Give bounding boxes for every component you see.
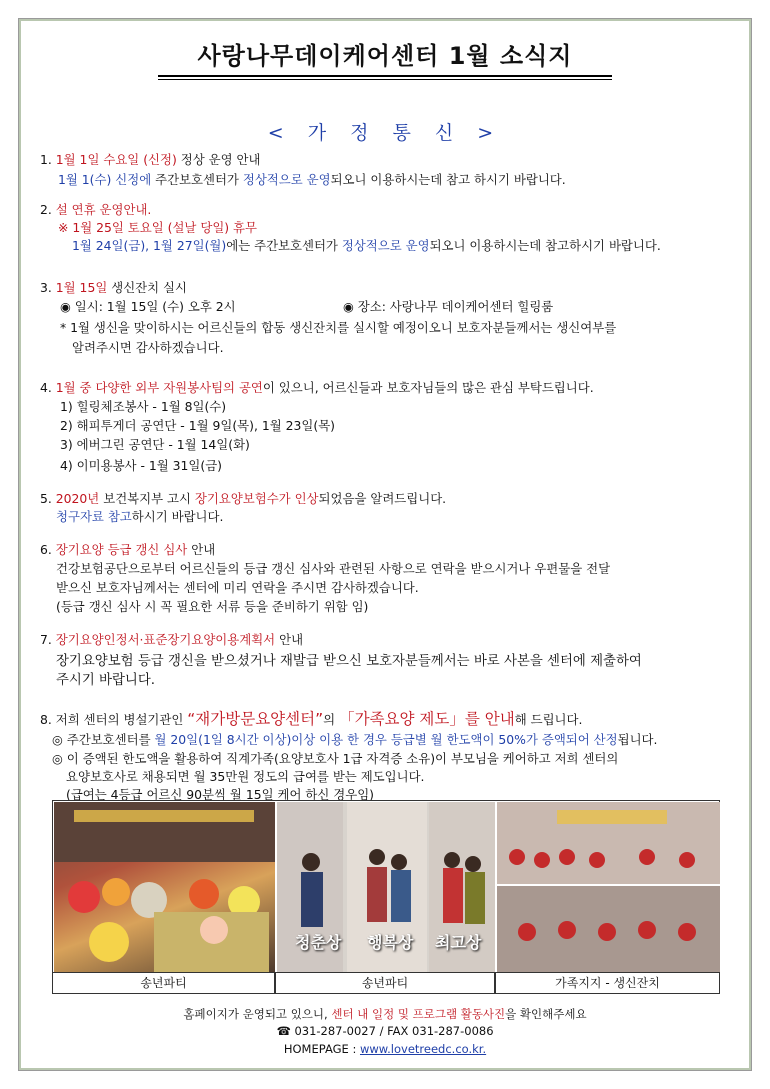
- item-4-list-item: 3) 에버그린 공연단 - 1월 14일(화): [60, 437, 250, 452]
- award-label: 행복상: [367, 933, 414, 952]
- photo-family-birthday: [497, 802, 720, 972]
- photo-caption: 가족지지 - 생신잔치: [495, 972, 720, 994]
- item-3-place: ◉ 장소: 사랑나무 데이케어센터 힐링룸: [343, 299, 554, 314]
- footer-contact: ☎ 031-287-0027 / FAX 031-287-0086: [276, 1024, 494, 1038]
- item-6-heading: 6. 장기요양 등급 갱신 심사 안내: [40, 542, 216, 557]
- award-label: 최고상: [435, 933, 482, 952]
- item-2-closed-notice: ※ 1월 25일 토요일 (설날 당일) 휴무: [58, 220, 257, 235]
- item-7-heading: 7. 장기요양인정서·표준장기요양이용계획서 안내: [40, 632, 304, 647]
- item-8-point-2-cont: 요양보호사로 채용되면 월 35만원 정도의 급여를 받는 제도입니다.: [66, 769, 425, 784]
- item-8-point-1: ◎ 주간보호센터를 월 20일(1일 8시간 이상)이상 이용 한 경우 등급별 월 한도액이 50%가 증액되어 산정됩니다.: [52, 732, 658, 747]
- item-4-list-item: 4) 이미용봉사 - 1월 31일(금): [60, 458, 223, 473]
- item-4-list-item: 1) 힐링체조봉사 - 1월 8일(수): [60, 399, 227, 414]
- item-8-point-2: ◎ 이 증액된 한도액을 활용하여 직계가족(요양보호사 1급 자격증 소유)이 부모님을 케어하고 저희 센터의: [52, 751, 619, 766]
- item-2-body: 1월 24일(금), 1월 27일(월)에는 주간보호센터가 정상적으로 운영되오니 이용하시는데 참고하시기 바랍니다.: [72, 238, 661, 253]
- item-4-list-item: 2) 해피투게더 공연단 - 1월 9일(목), 1월 23일(목): [60, 418, 336, 433]
- section-heading: < 가 정 통 신 >: [267, 122, 503, 144]
- photo-collage: [52, 800, 720, 994]
- item-3-heading: 3. 1월 15일 생신잔치 실시: [40, 280, 187, 295]
- item-1-heading: 1. 1월 1일 수요일 (신정) 정상 운영 안내: [40, 152, 261, 167]
- item-4-heading: 4. 1월 중 다양한 외부 자원봉사팀의 공연이 있으니, 어르신들과 보호자님들의 많은 관심 부탁드립니다.: [40, 380, 594, 395]
- photo-year-end-party-1: [54, 802, 275, 972]
- page-title: 사랑나무데이케어센터 1월 소식지: [197, 42, 573, 70]
- item-8-note: (급여는 4등급 어르신 90분씩 월 15일 케어 하신 경우임): [66, 787, 375, 802]
- item-2-heading: 2. 설 연휴 운영안내.: [40, 202, 152, 217]
- item-7-body: 장기요양보험 등급 갱신을 받으셨거나 재발급 받으신 보호자분들께서는 바로 사본을 센터에 제출하여: [56, 654, 642, 669]
- footer-homepage-notice: 홈페이지가 운영되고 있으니, 센터 내 일정 및 프로그램 활동사진을 확인해주세요: [183, 1007, 587, 1021]
- item-3-date: ◉ 일시: 1월 15일 (수) 오후 2시: [60, 299, 236, 314]
- item-3-note: * 1월 생신을 맞이하시는 어르신들의 합동 생신잔치를 실시할 예정이오니 보호자분들께서는 생신여부를: [60, 320, 617, 335]
- item-1-body: 1월 1(수) 신정에 주간보호센터가 정상적으로 운영되오니 이용하시는데 참고 하시기 바랍니다.: [58, 172, 566, 187]
- photo-year-end-party-2: [277, 802, 495, 972]
- item-6-body: 건강보험공단으로부터 어르신들의 등급 갱신 심사와 관련된 사항으로 연락을 받으시거나 우편물을 전달: [56, 561, 611, 576]
- item-5-body: 청구자료 참고하시기 바랍니다.: [56, 509, 224, 524]
- item-3-note-cont: 알려주시면 감사하겠습니다.: [72, 340, 224, 355]
- award-label: 청춘상: [295, 933, 342, 952]
- item-5-heading: 5. 2020년 보건복지부 고시 장기요양보험수가 인상되었음을 알려드립니다.: [40, 491, 447, 506]
- title-underline: [158, 75, 612, 77]
- item-6-note: (등급 갱신 심사 시 꼭 필요한 서류 등을 준비하기 위함 임): [56, 599, 369, 614]
- photo-caption: 송년파티: [275, 972, 495, 994]
- title-underline-thin: [158, 79, 612, 80]
- item-7-body-cont: 주시기 바랍니다.: [56, 673, 156, 688]
- party-illustration: [54, 802, 275, 972]
- item-8-heading: 8. 저희 센터의 병설기관인 “재가방문요양센터”의 「가족요양 제도」를 안내해 드립니다.: [40, 710, 583, 728]
- homepage-link[interactable]: www.lovetreedc.co.kr.: [359, 1042, 487, 1056]
- birthday-illustration: [497, 802, 720, 972]
- photo-caption: 송년파티: [52, 972, 275, 994]
- footer-homepage: HOMEPAGE : www.lovetreedc.co.kr.: [283, 1042, 487, 1056]
- item-6-body-cont: 받으신 보호자님께서는 센터에 미리 연락을 주시면 감사하겠습니다.: [56, 580, 419, 595]
